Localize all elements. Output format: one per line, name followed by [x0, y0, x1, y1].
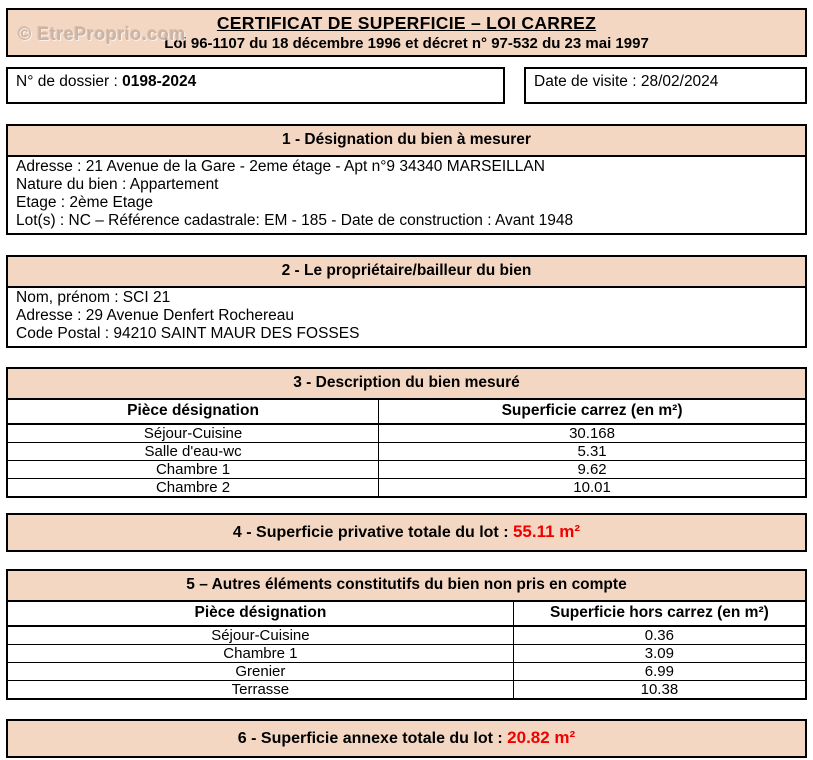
piece-name: Salle d'eau-wc	[8, 443, 379, 461]
column-header-superficie-hors-carrez: Superficie hors carrez (en m²)	[513, 602, 805, 626]
section-1-title: 1 - Désignation du bien à mesurer	[6, 124, 807, 157]
column-header-piece: Pièce désignation	[8, 400, 379, 424]
total-private-area-box	[6, 513, 807, 552]
lot-line: Lot(s) : NC – Référence cadastrale: EM - 185 - Date de construction : Avant 1948	[16, 212, 574, 229]
nature-line: Nature du bien : Appartement	[16, 176, 219, 193]
total-private-area-label: 4 - Superficie privative totale du lot :	[232, 524, 509, 541]
table-row	[8, 479, 805, 497]
piece-name: Chambre 2	[8, 479, 379, 497]
owner-name-line: Nom, prénom : SCI 21	[16, 289, 171, 306]
dossier-number-label: N° de dossier :	[16, 73, 118, 90]
section-2-body	[6, 288, 807, 348]
total-private-area-value: 55.11 m²	[512, 522, 581, 541]
piece-area: 10.01	[573, 479, 611, 496]
document-title: CERTIFICAT DE SUPERFICIE – LOI CARREZ	[216, 13, 597, 33]
section-owner	[6, 255, 807, 348]
table-row	[8, 424, 805, 443]
piece-name: Chambre 1	[8, 461, 379, 479]
piece-area: 30.168	[379, 424, 805, 443]
piece-area: 0.36	[513, 626, 805, 645]
document-subtitle: Loi 96-1107 du 18 décembre 1996 et décret n° 97-532 du 23 mai 1997	[164, 35, 649, 52]
address-line: Adresse : 21 Avenue de la Gare - 2eme étage - Apt n°9 34340 MARSEILLAN	[16, 158, 545, 175]
piece-name: Séjour-Cuisine	[8, 626, 513, 645]
dossier-row	[6, 67, 807, 104]
piece-name: Chambre 1	[8, 645, 513, 663]
piece-name: Séjour-Cuisine	[8, 424, 379, 443]
visit-date-label: Date de visite :	[534, 73, 637, 90]
section-2-title: 2 - Le propriétaire/bailleur du bien	[6, 255, 807, 288]
hors-carrez-table	[6, 602, 807, 700]
total-annex-area-value: 20.82 m²	[507, 728, 576, 747]
piece-area: 9.62	[379, 461, 805, 479]
piece-area: 5.31	[379, 443, 805, 461]
owner-postal-line: Code Postal : 94210 SAINT MAUR DES FOSSES	[16, 325, 360, 342]
section-1-body	[6, 157, 807, 235]
piece-name: Grenier	[8, 663, 513, 681]
owner-address-line: Adresse : 29 Avenue Denfert Rochereau	[16, 307, 295, 324]
table-row	[8, 663, 805, 681]
table-row	[8, 443, 805, 461]
carrez-table	[6, 400, 807, 498]
table-row	[8, 645, 805, 663]
table-row	[8, 681, 805, 699]
piece-name: Terrasse	[8, 681, 513, 699]
table-row	[8, 626, 805, 645]
section-designation	[6, 124, 807, 235]
section-other-elements	[6, 569, 807, 700]
document-header	[6, 8, 807, 57]
section-measured-description	[6, 367, 807, 498]
section-3-title: 3 - Description du bien mesuré	[6, 367, 807, 400]
carrez-table-header-row	[8, 400, 805, 424]
dossier-number-box	[6, 67, 505, 104]
table-row	[8, 461, 805, 479]
visit-date-box	[524, 67, 807, 104]
visit-date-value: 28/02/2024	[640, 73, 719, 90]
section-5-title: 5 – Autres éléments constitutifs du bien non pris en compte	[6, 569, 807, 602]
column-header-piece: Pièce désignation	[8, 602, 513, 626]
dossier-number-value: 0198-2024	[122, 73, 197, 90]
piece-area: 3.09	[513, 645, 805, 663]
piece-area: 10.38	[640, 681, 679, 698]
floor-line: Etage : 2ème Etage	[16, 194, 154, 211]
watermark: © EtreProprio.com	[18, 24, 186, 44]
column-header-superficie-carrez: Superficie carrez (en m²)	[379, 400, 805, 424]
hors-carrez-table-header-row	[8, 602, 805, 626]
total-annex-area-label: 6 - Superficie annexe totale du lot :	[237, 730, 503, 747]
total-annex-area-box	[6, 719, 807, 758]
piece-area: 6.99	[513, 663, 805, 681]
